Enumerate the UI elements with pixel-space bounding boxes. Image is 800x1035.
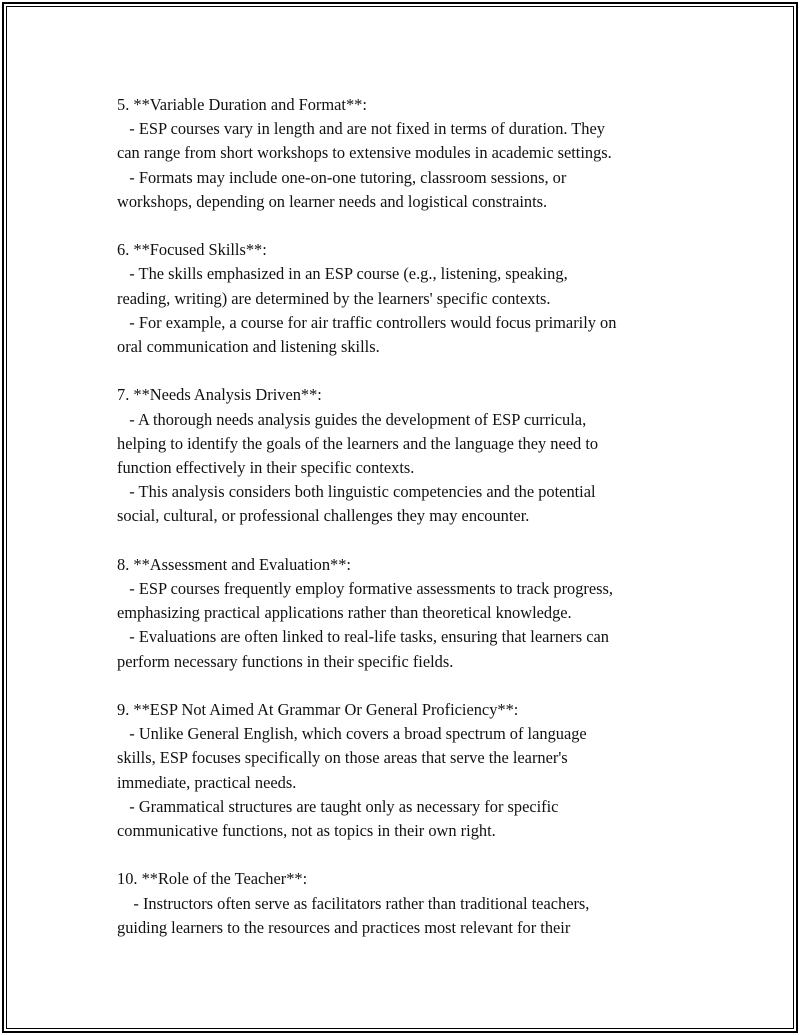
text-line: social, cultural, or professional challenges they may encounter. bbox=[117, 506, 530, 526]
text-line: guiding learners to the resources and practices most relevant for their bbox=[117, 917, 571, 937]
text-line: - Formats may include one-on-one tutoring, classroom sessions, or bbox=[117, 167, 567, 187]
text-line: - ESP courses vary in length and are not fixed in terms of duration. They bbox=[117, 119, 605, 139]
text-line: oral communication and listening skills. bbox=[117, 337, 380, 357]
section-heading: 6. **Focused Skills**: bbox=[117, 240, 267, 260]
text-line: - This analysis considers both linguistic competencies and the potential bbox=[117, 482, 596, 502]
section-heading: 5. **Variable Duration and Format**: bbox=[117, 95, 367, 114]
section-heading: 8. **Assessment and Evaluation**: bbox=[117, 554, 351, 574]
section-heading: 10. **Role of the Teacher**: bbox=[117, 869, 308, 889]
section-variable-duration bbox=[117, 93, 727, 214]
text-line: - A thorough needs analysis guides the development of ESP curricula, bbox=[117, 409, 587, 429]
section-not-grammar bbox=[117, 698, 727, 843]
text-line: perform necessary functions in their specific fields. bbox=[117, 651, 454, 671]
text-line: - Grammatical structures are taught only as necessary for specific bbox=[117, 796, 559, 816]
section-assessment bbox=[117, 553, 727, 674]
document-body bbox=[117, 93, 727, 964]
section-focused-skills bbox=[117, 238, 727, 359]
text-line: communicative functions, not as topics in their own right. bbox=[117, 821, 496, 841]
section-heading: 7. **Needs Analysis Driven**: bbox=[117, 385, 322, 405]
text-line: function effectively in their specific contexts. bbox=[117, 458, 415, 478]
text-line: - Instructors often serve as facilitators rather than traditional teachers, bbox=[117, 893, 590, 913]
text-line: workshops, depending on learner needs and logistical constraints. bbox=[117, 191, 548, 211]
section-needs-analysis bbox=[117, 383, 727, 528]
text-line: - The skills emphasized in an ESP course (e.g., listening, speaking, bbox=[117, 264, 568, 284]
text-line: - Evaluations are often linked to real-life tasks, ensuring that learners can bbox=[117, 627, 609, 647]
text-line: helping to identify the goals of the learners and the language they need to bbox=[117, 433, 599, 453]
text-line: can range from short workshops to extensive modules in academic settings. bbox=[117, 143, 612, 163]
text-line: - Unlike General English, which covers a broad spectrum of language bbox=[117, 724, 587, 744]
text-line: - For example, a course for air traffic controllers would focus primarily on bbox=[117, 312, 617, 332]
section-role-of-teacher bbox=[117, 867, 727, 940]
text-line: immediate, practical needs. bbox=[117, 772, 297, 792]
text-line: skills, ESP focuses specifically on those areas that serve the learner's bbox=[117, 748, 568, 768]
text-line: reading, writing) are determined by the learners' specific contexts. bbox=[117, 288, 551, 308]
text-line: - ESP courses frequently employ formative assessments to track progress, bbox=[117, 579, 614, 599]
text-line: emphasizing practical applications rather than theoretical knowledge. bbox=[117, 603, 572, 623]
section-heading: 9. **ESP Not Aimed At Grammar Or General Proficiency**: bbox=[117, 700, 519, 720]
